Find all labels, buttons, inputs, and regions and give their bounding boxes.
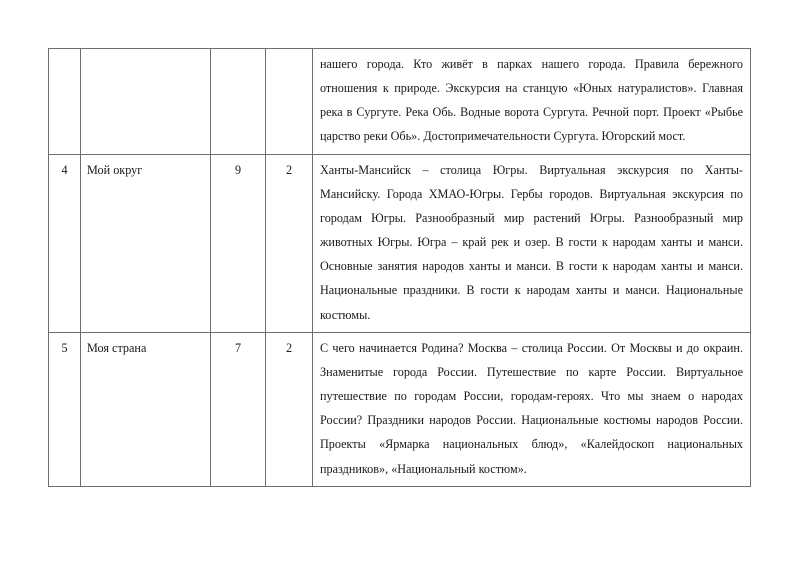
count-text: 2 [285,162,293,177]
hours-text [211,49,265,56]
cell-content [313,49,751,155]
cell-hours [211,332,266,486]
content-text: С чего начинается Родина? Москва – столица России. От Москвы и до окраин. Знаменитые города России. Путешествие по карте России. Виртуальное путешествие по городам России, городам-героях. Что мы знаем о народах России? Праздники народов России. Национальные костюмы народов России. Проекты «Ярмарка национальных блюд», «Калейдоскоп национальных праздников», «Национальный костюм». [320,340,743,476]
cell-row-number [49,332,81,486]
cell-section-name [81,332,211,486]
table-row [49,49,751,155]
curriculum-table [48,48,751,487]
table-body [49,49,751,487]
count-text: 2 [285,340,293,355]
cell-content [313,332,751,486]
hours-text: 7 [234,340,242,355]
section-name-text: Мой округ [87,162,143,177]
table-row [49,332,751,486]
cell-count [266,154,313,332]
cell-section-name [81,154,211,332]
content-text: Ханты-Мансийск – столица Югры. Виртуальная экскурсия по Ханты-Мансийску. Города ХМАО-Югры. Гербы городов. Виртуальная экскурсия по городам Югры. Разнообразный мир растений Югры. Разнообразный мир животных Югры. Югра – край рек и озер. В гости к народам ханты и манси. Основные занятия народов ханты и манси. В гости к народам ханты и манси. Национальные праздники. В гости к народам ханты и манси. Национальные костюмы. [320,162,743,322]
count-text [266,49,312,56]
content-text: нашего города. Кто живёт в парках нашего города. Правила бережного отношения к природе. Экскурсия на станцую «Юных натуралистов». Главная река в Сургуте. Река Обь. Водные ворота Сургута. Речной порт. Проект «Рыбье царство реки Обь». Достопримечательности Сургута. Югорский мост. [320,57,743,144]
section-name-text: Моя страна [87,340,147,355]
row-number-text: 5 [61,340,68,355]
cell-hours [211,49,266,155]
section-name-text [81,49,210,56]
row-number-text [49,49,80,56]
table-row [49,154,751,332]
cell-content [313,154,751,332]
cell-section-name [81,49,211,155]
cell-hours [211,154,266,332]
row-number-text: 4 [61,162,68,177]
cell-count [266,332,313,486]
cell-row-number [49,154,81,332]
cell-count [266,49,313,155]
hours-text: 9 [234,162,242,177]
cell-row-number [49,49,81,155]
